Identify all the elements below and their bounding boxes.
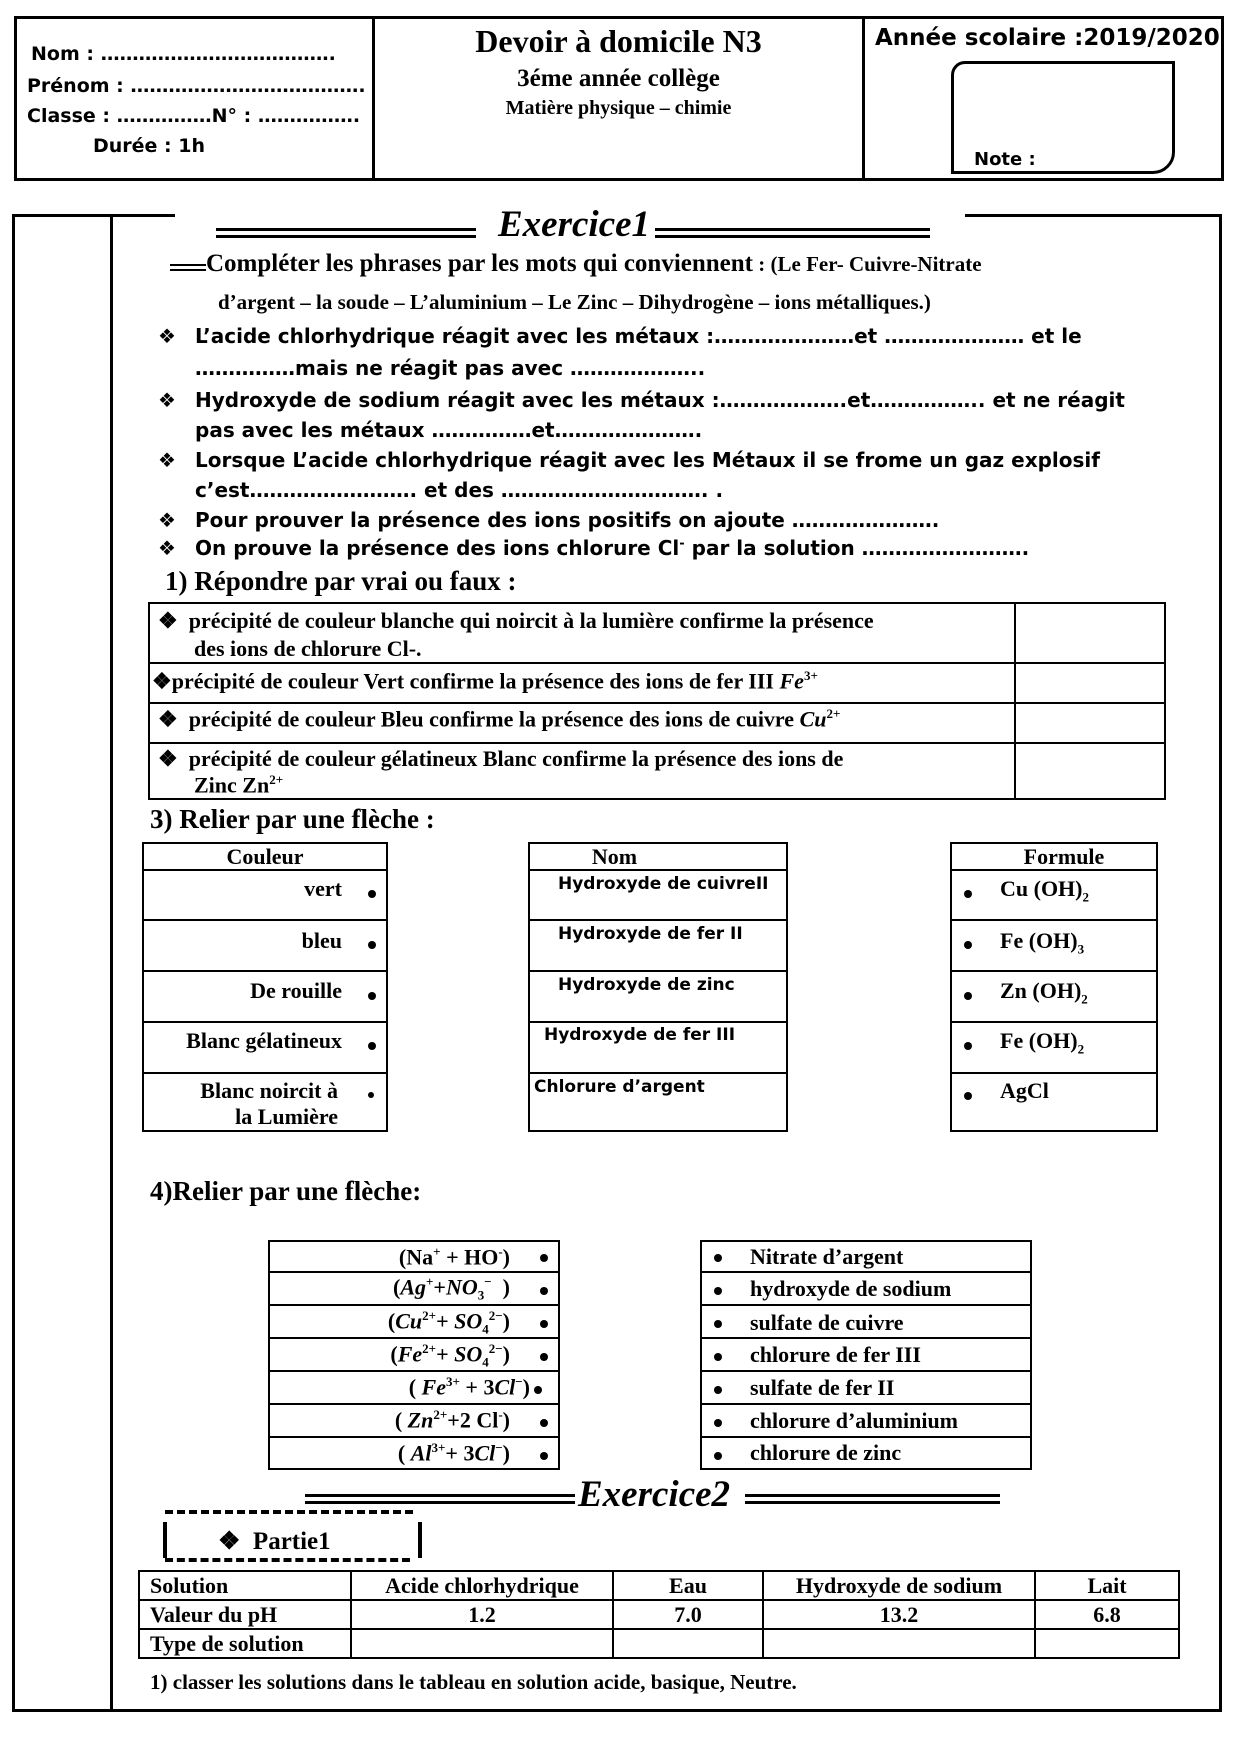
subject-label: Matière physique – chimie <box>505 97 732 119</box>
row-line <box>952 970 1156 972</box>
table-cell: Type de solution <box>139 1629 351 1658</box>
row-line <box>270 1403 558 1405</box>
row-line <box>144 919 386 921</box>
couleur-item: la Lumière <box>235 1104 338 1129</box>
row-line <box>530 919 786 921</box>
formule-sub: 2 <box>1081 991 1088 1007</box>
connection-dot[interactable] <box>964 992 972 1000</box>
connection-dot[interactable] <box>540 1320 548 1328</box>
bullet-text: par la solution ……………………. <box>691 536 1030 560</box>
bullet-text: On prouve la présence des ions chlorure Cl <box>195 536 680 560</box>
diamond-bullet-icon: ❖ <box>158 508 176 532</box>
note-label: Note : <box>974 149 1036 170</box>
bullet-3 <box>158 448 176 472</box>
couleur-item: vert <box>304 876 342 901</box>
nom-item: Chlorure d’argent <box>534 1077 705 1097</box>
table-cell: Acide chlorhydrique <box>351 1571 613 1600</box>
answer-cell[interactable] <box>351 1629 613 1658</box>
connection-dot[interactable] <box>368 1092 374 1098</box>
partie-frame-top <box>165 1510 413 1514</box>
formule-sub: 2 <box>1077 1041 1085 1057</box>
row-line <box>530 970 786 972</box>
row-line <box>952 869 1156 871</box>
vf-statement-4b: Zinc $Zn^{2+}$ <box>194 772 284 798</box>
row-line <box>702 1271 1030 1273</box>
row-line <box>702 1337 1030 1339</box>
row-line <box>270 1304 558 1306</box>
connection-dot[interactable] <box>964 941 972 949</box>
level-label: 3éme année collège <box>517 65 720 92</box>
nom-item: Hydroxyde de cuivreII <box>558 874 769 894</box>
connection-dot[interactable] <box>368 941 376 949</box>
nom-item: Hydroxyde de fer III <box>544 1025 736 1045</box>
partie-text: Partie1 <box>252 1528 331 1555</box>
connection-dot[interactable] <box>368 992 376 1000</box>
table-cell: 6.8 <box>1035 1600 1179 1629</box>
table-cell: 7.0 <box>613 1600 763 1629</box>
q3-title: 3) Relier par une flèche : <box>150 804 435 834</box>
ph-table <box>138 1570 1180 1659</box>
ion-formula: ( $Al^{3+}+ 3Cl^-$) <box>397 1440 510 1466</box>
duree-label: Durée : 1h <box>93 135 206 157</box>
partie-frame-right <box>418 1522 422 1558</box>
title-rule <box>305 1494 575 1504</box>
connection-dot[interactable] <box>368 890 376 898</box>
vf-row-line <box>150 742 1164 744</box>
couleur-item: bleu <box>301 928 342 953</box>
diamond-bullet-icon: ❖ <box>158 324 176 348</box>
formule-header: Formule <box>1023 844 1105 869</box>
formule-item <box>1000 978 1088 1007</box>
connection-dot[interactable] <box>714 1353 722 1361</box>
vf-statement-1 <box>158 608 874 634</box>
connection-dot[interactable] <box>714 1320 722 1328</box>
bullet-4 <box>158 508 176 532</box>
connection-dot[interactable] <box>368 1042 376 1050</box>
connection-dot[interactable] <box>714 1419 722 1427</box>
connection-dot[interactable] <box>534 1386 542 1394</box>
diamond-bullet-icon: ❖ <box>158 536 176 560</box>
nom-table <box>528 842 788 1132</box>
header-divider <box>862 19 865 178</box>
ion-formula: $(Cu^{2+}+ SO_4^{2-})$ <box>387 1308 510 1337</box>
instruction-words: : (Le Fer- Cuivre-Nitrate <box>753 252 982 276</box>
fill-line[interactable]: Hydroxyde de sodium réagit avec les métaux :……………….et…………….. et ne réagit <box>195 388 1125 412</box>
frame-top-right <box>965 214 1222 217</box>
formule-item <box>1000 876 1089 905</box>
fill-line[interactable]: pas avec les métaux ……………et…………………. <box>195 418 703 442</box>
diamond-bullet-icon: ❖ <box>158 706 178 732</box>
nom-item: Hydroxyde de fer II <box>558 924 743 944</box>
frame-top-left <box>12 214 175 217</box>
ions-table <box>268 1240 560 1470</box>
table-cell: 13.2 <box>763 1600 1035 1629</box>
row-line <box>530 1072 786 1074</box>
diamond-bullet-icon: ❖ <box>158 388 176 412</box>
formule-sub: 2 <box>1082 889 1089 905</box>
diamond-bullet-icon: ❖ <box>158 448 176 472</box>
connection-dot[interactable] <box>964 890 972 898</box>
table-row <box>139 1629 1179 1658</box>
solution-name: hydroxyde de sodium <box>750 1276 952 1301</box>
prenom-field[interactable]: Prénom : ………………………………. <box>27 75 366 97</box>
row-line <box>952 1021 1156 1023</box>
vf-text: Zinc Zn <box>194 772 270 798</box>
devoir-title: Devoir à domicile N3 <box>475 23 762 59</box>
table-cell: Valeur du pH <box>139 1600 351 1629</box>
exercice2-title: Exercice2 <box>578 1474 731 1515</box>
nom-item: Hydroxyde de zinc <box>558 975 735 995</box>
formule-item <box>1000 928 1084 957</box>
header-box <box>14 16 1224 181</box>
fill-line[interactable]: L’acide chlorhydrique réagit avec les métaux :…………………et ………………… et le <box>195 324 1082 348</box>
row-line <box>952 919 1156 921</box>
couleur-table <box>142 842 388 1132</box>
formule-table <box>950 842 1158 1132</box>
vf-row-line <box>150 662 1164 664</box>
vf-answer-3[interactable] <box>1016 704 1166 742</box>
nom-field[interactable]: Nom : ………………………………. <box>31 43 336 65</box>
formule-text: Fe (OH) <box>1000 1028 1078 1053</box>
instruction-bold: Compléter les phrases par les mots qui conviennent <box>206 250 753 277</box>
ex2-question-1: 1) classer les solutions dans le tableau en solution acide, basique, Neutre. <box>150 1670 797 1694</box>
couleur-item: Blanc gélatineux <box>186 1028 342 1053</box>
solution-name: sulfate de fer II <box>750 1375 895 1400</box>
fill-line[interactable]: Pour prouver la présence des ions positifs on ajoute …………………. <box>195 508 940 532</box>
connection-dot[interactable] <box>540 1452 548 1460</box>
connection-dot[interactable] <box>540 1419 548 1427</box>
nom-header: Nom <box>591 844 638 869</box>
row-line <box>270 1436 558 1438</box>
instruction-words-2: d’argent – la soude – L’aluminium – Le Zinc – Dihydrogène – ions métalliques.) <box>218 290 931 314</box>
ion-formula: $(Fe^{2+}+ SO_4^{2-})$ <box>390 1341 510 1370</box>
connection-dot[interactable] <box>964 1042 972 1050</box>
partie-frame-left <box>163 1522 167 1558</box>
solution-names-table <box>700 1240 1032 1470</box>
solution-name: chlorure de fer III <box>750 1342 921 1367</box>
connection-dot[interactable] <box>714 1452 722 1460</box>
solution-name: chlorure de zinc <box>750 1440 902 1465</box>
solution-name: chlorure d’aluminium <box>750 1408 959 1433</box>
table-cell: Solution <box>139 1571 351 1600</box>
answer-cell[interactable] <box>763 1629 1035 1658</box>
connection-dot[interactable] <box>714 1386 722 1394</box>
bullet-1 <box>158 324 176 348</box>
title-rule <box>745 1494 1000 1504</box>
vf-text: précipité de couleur Bleu confirme la présence des ions de cuivre <box>188 706 800 732</box>
annee-label: Année scolaire :2019/2020 <box>875 25 1220 51</box>
vf-statement-3: ❖ précipité de couleur Bleu confirme la présence des ions de cuivre $Cu^{2+}$ <box>158 706 841 732</box>
formule-item: AgCl <box>1000 1078 1049 1103</box>
diamond-bullet-icon: ❖ <box>158 608 178 633</box>
instruction <box>206 250 982 278</box>
row-line <box>144 869 386 871</box>
row-line <box>952 1072 1156 1074</box>
formule-sub: 3 <box>1077 941 1085 957</box>
exercice1-title: Exercice1 <box>498 204 651 245</box>
vf-answer-1[interactable] <box>1016 604 1166 662</box>
instr-rule <box>170 264 206 271</box>
solution-name: Nitrate d’argent <box>750 1244 904 1269</box>
vf-statement-2: ❖précipité de couleur Vert confirme la présence des ions de fer III $Fe^{3+}$ <box>152 668 818 694</box>
vf-table <box>148 602 1166 800</box>
connection-dot[interactable] <box>714 1287 722 1295</box>
connection-dot[interactable] <box>540 1287 548 1295</box>
vf-text: précipité de couleur gélatineux Blanc confirme la présence des ions de <box>188 746 844 771</box>
bullet-5 <box>158 536 176 560</box>
connection-dot[interactable] <box>540 1254 548 1262</box>
q1-title: 1) Répondre par vrai ou faux : <box>165 566 517 596</box>
q4-title: 4)Relier par une flèche: <box>150 1176 422 1206</box>
answer-cell[interactable] <box>613 1629 763 1658</box>
table-cell: Hydroxyde de sodium <box>763 1571 1035 1600</box>
formule-text: Cu (OH) <box>1000 876 1083 901</box>
vf-text: précipité de couleur Vert confirme la présence des ions de fer III <box>171 668 780 694</box>
row-line <box>144 970 386 972</box>
row-line <box>702 1403 1030 1405</box>
partie1-label <box>218 1526 331 1556</box>
couleur-item: De rouille <box>250 978 342 1003</box>
ion-formula: ( $Fe^{3+} + 3Cl^-$) <box>408 1374 530 1400</box>
title-rule <box>655 228 930 238</box>
classe-field[interactable]: Classe : ……………N° : ……………. <box>27 105 361 127</box>
connection-dot[interactable] <box>540 1353 548 1361</box>
row-line <box>270 1271 558 1273</box>
vf-row-line <box>150 702 1164 704</box>
vf-answer-2[interactable] <box>1016 664 1166 702</box>
table-cell: Lait <box>1035 1571 1179 1600</box>
formule-item <box>1000 1028 1084 1057</box>
row-line <box>702 1370 1030 1372</box>
row-line <box>530 869 786 871</box>
vf-answer-4[interactable] <box>1016 744 1166 800</box>
row-line <box>702 1436 1030 1438</box>
ion-formula: ($Ag^++NO_3^-$ ) <box>392 1274 510 1303</box>
ion-formula: (Na+ + HO-) <box>398 1244 510 1270</box>
solution-name: sulfate de cuivre <box>750 1310 904 1335</box>
couleur-item: Blanc noircit à <box>200 1078 338 1103</box>
formule-text: Fe (OH) <box>1000 928 1078 953</box>
fill-line[interactable]: ……………mais ne réagit pas avec ……………….. <box>195 356 706 380</box>
vf-statement-1b: des ions de chlorure Cl-. <box>194 636 422 661</box>
table-cell: 1.2 <box>351 1600 613 1629</box>
bullet-2 <box>158 388 176 412</box>
table-row <box>139 1571 1179 1600</box>
row-line <box>144 1021 386 1023</box>
diamond-bullet-icon: ❖ <box>218 1528 241 1555</box>
fill-line[interactable]: On prouve la présence des ions chlorure Cl- par la solution ……………………. <box>195 536 1030 560</box>
row-line <box>530 1021 786 1023</box>
margin-line <box>110 214 113 1712</box>
fill-line[interactable]: Lorsque L’acide chlorhydrique réagit avec les Métaux il se frome un gaz explosif <box>195 448 1100 472</box>
ion-formula: ( $Zn^{2+}+2$ Cl-) <box>394 1407 510 1433</box>
row-line <box>144 1072 386 1074</box>
table-cell: Eau <box>613 1571 763 1600</box>
table-row <box>139 1600 1179 1629</box>
formule-text: Zn (OH) <box>1000 978 1082 1003</box>
connection-dot[interactable] <box>714 1254 722 1262</box>
partie-frame-bottom <box>165 1558 410 1562</box>
vf-statement-4 <box>158 746 843 772</box>
diamond-bullet-icon: ❖ <box>158 746 178 771</box>
vf-text: précipité de couleur blanche qui noircit à la lumière confirme la présence <box>188 608 874 633</box>
row-line <box>702 1304 1030 1306</box>
answer-cell[interactable] <box>1035 1629 1179 1658</box>
diamond-bullet-icon: ❖ <box>152 668 172 694</box>
connection-dot[interactable] <box>964 1092 972 1100</box>
fill-line[interactable]: c’est……………………. et des …………………………. . <box>195 478 724 502</box>
title-rule <box>216 228 476 238</box>
couleur-header: Couleur <box>226 844 304 869</box>
